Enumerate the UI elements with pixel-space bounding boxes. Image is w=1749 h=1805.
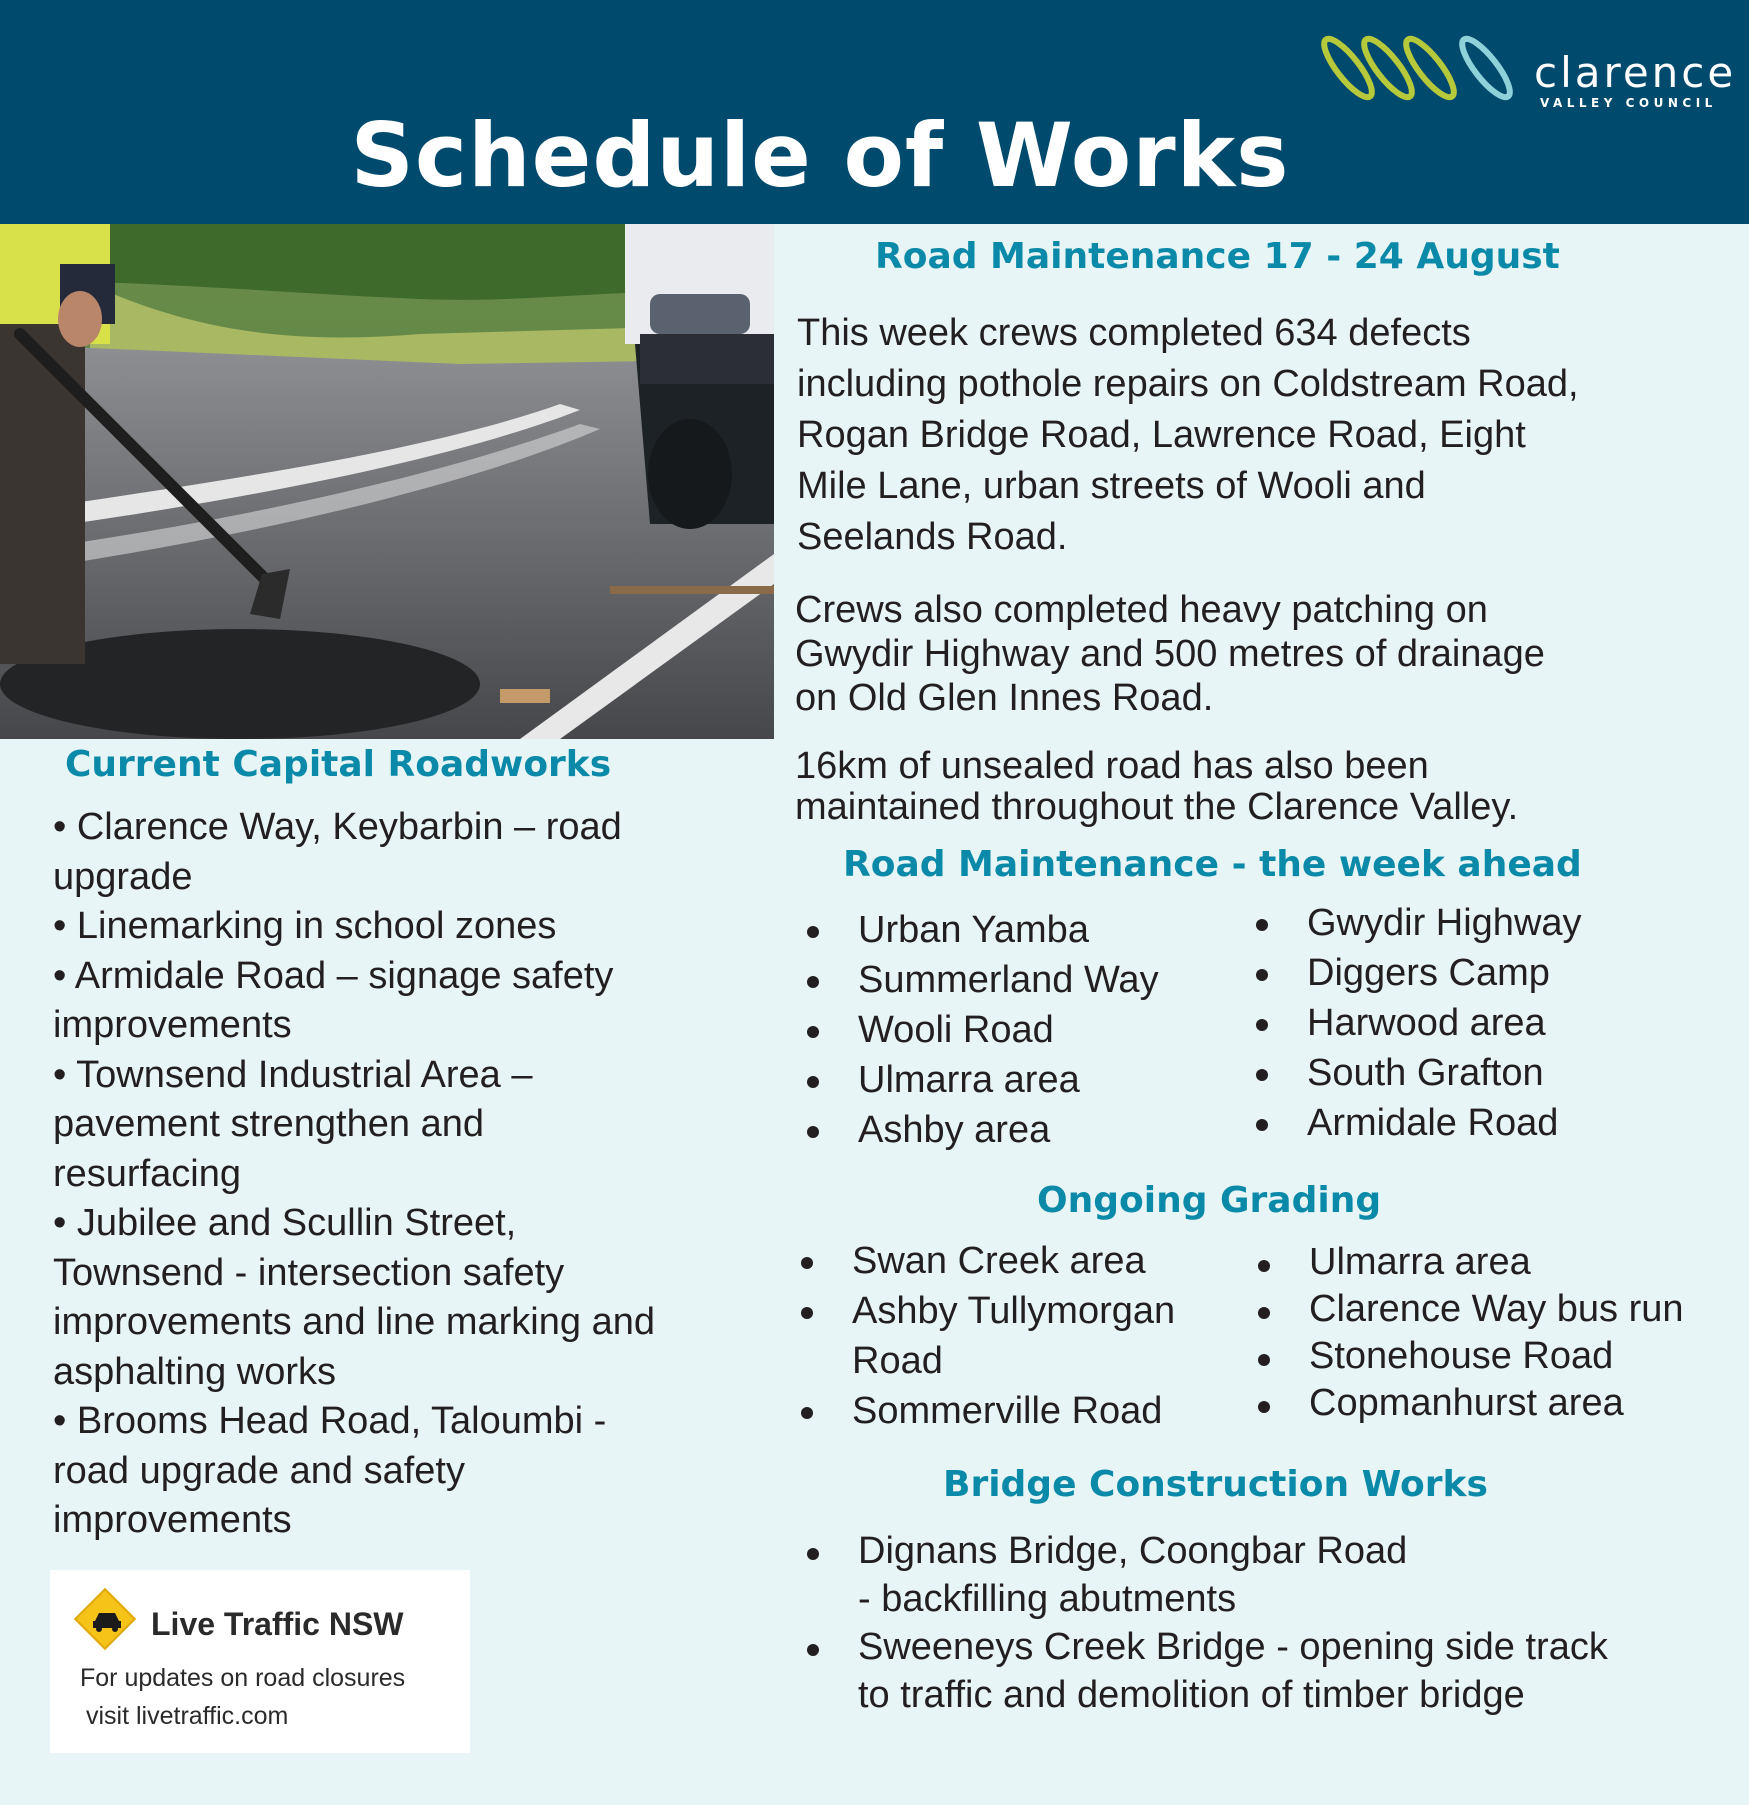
bullet-icon [807,1548,819,1560]
header-banner [0,0,1749,224]
list-item: Gwydir Highway [1250,898,1582,948]
maintenance-paragraph-3: 16km of unsealed road has also been maintained throughout the Clarence Valley. [795,745,1519,828]
maintenance-paragraph-2: Crews also completed heavy patching on Gwydir Highway and 500 metres of drainage on Old Glen Innes Road. [795,589,1545,719]
bullet-icon [1256,1019,1268,1031]
grading-list-right [1252,1239,1684,1427]
clarence-valley-council-logo [1314,26,1737,116]
list-item: Sommerville Road [795,1386,1175,1436]
page-title: Schedule of Works [350,104,1290,207]
week-ahead-list-right [1250,898,1582,1148]
maintenance-paragraph-1: This week crews completed 634 defects including pothole repairs on Coldstream Road, Rogan Bridge Road, Lawrence Road, Eight Mile Lane, urban streets of Wooli and Seelands Road. [797,312,1579,558]
list-item: road upgrade and safety [53,1449,465,1492]
list-item: Swan Creek area [795,1236,1175,1286]
list-item: Diggers Camp [1250,948,1582,998]
bullet-icon [1256,919,1268,931]
bullet-icon [1256,1069,1268,1081]
live-traffic-box [50,1570,470,1753]
list-item: improvements and line marking and [53,1301,655,1343]
list-item: Ulmarra area [1252,1239,1684,1286]
live-traffic-line-1: For updates on road closures [80,1664,406,1692]
list-item: South Grafton [1250,1048,1582,1098]
bullet-icon [1258,1260,1270,1272]
bridge-works-heading: Bridge Construction Works [943,1464,1488,1505]
list-item: pavement strengthen and [53,1103,484,1145]
list-item: Wooli Road [801,1005,1159,1055]
list-item: • Jubilee and Scullin Street, [53,1202,517,1244]
list-item: upgrade [53,855,193,898]
capital-roadworks-heading: Current Capital Roadworks [65,744,612,785]
list-item: Urban Yamba [801,905,1159,955]
list-item: Armidale Road [1250,1098,1582,1148]
bullet-icon [1258,1354,1270,1366]
live-traffic-title: Live Traffic NSW [151,1606,404,1642]
list-item: Stonehouse Road [1252,1333,1684,1380]
list-item: Sweeneys Creek Bridge - opening side track to traffic and demolition of timber bridge [801,1623,1608,1719]
bullet-icon [801,1407,813,1419]
bullet-icon [801,1257,813,1269]
list-item: Ashby Tullymorgan Road [795,1286,1175,1386]
logo-wordmark: clarence [1534,48,1737,97]
bullet-icon [1258,1307,1270,1319]
bullet-icon [807,1076,819,1088]
list-item: • Clarence Way, Keybarbin – road [53,806,622,848]
week-ahead-heading: Road Maintenance - the week ahead [843,844,1582,885]
bullet-icon [801,1307,813,1319]
list-item: asphalting works [53,1350,337,1393]
list-item: improvements [53,1499,292,1541]
list-item: improvements [53,1004,292,1046]
ongoing-grading-heading: Ongoing Grading [1037,1180,1382,1221]
logo-subtitle: VALLEY COUNCIL [1540,96,1717,110]
bullet-icon [807,1026,819,1038]
list-item: Ashby area [801,1105,1159,1155]
list-item: Harwood area [1250,998,1582,1048]
week-ahead-list-left [801,905,1159,1155]
list-item: Dignans Bridge, Coongbar Road - backfilling abutments [801,1527,1608,1623]
list-item: • Linemarking in school zones [53,905,557,947]
list-item: Summerland Way [801,955,1159,1005]
car-icon [87,1603,127,1635]
bullet-icon [1258,1401,1270,1413]
list-item: • Armidale Road – signage safety [53,954,614,997]
maintenance-heading: Road Maintenance 17 - 24 August [875,236,1560,277]
capital-roadworks-list [53,803,655,1546]
list-item: • Townsend Industrial Area – [53,1053,533,1096]
list-item: Copmanhurst area [1252,1380,1684,1427]
bullet-icon [807,1644,819,1656]
grading-list-left [795,1236,1175,1436]
list-item: • Brooms Head Road, Taloumbi - [53,1400,607,1442]
list-item: Townsend - intersection safety [53,1251,565,1294]
list-item: Ulmarra area [801,1055,1159,1105]
list-item: Clarence Way bus run [1252,1286,1684,1333]
bullet-icon [807,926,819,938]
bullet-icon [1256,969,1268,981]
logo-rings-icon [1314,26,1524,116]
bullet-icon [807,976,819,988]
bullet-icon [1256,1119,1268,1131]
list-item: resurfacing [53,1152,241,1195]
live-traffic-line-2: visit livetraffic.com [86,1702,289,1730]
roadwork-photo [0,224,774,739]
bullet-icon [807,1126,819,1138]
bridge-works-list [801,1527,1608,1719]
